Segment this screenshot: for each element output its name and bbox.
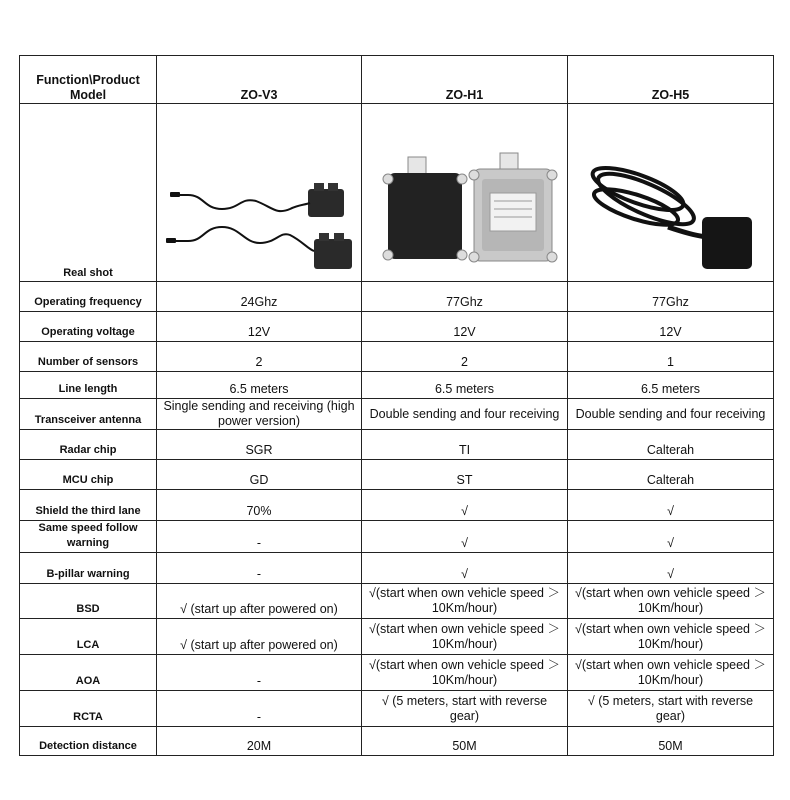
spec-value-zo-h1: Double sending and four receiving xyxy=(362,399,568,430)
spec-value-zo-h1: √ xyxy=(362,490,568,521)
spec-value-zo-v3: Single sending and receiving (high power version) xyxy=(157,399,362,430)
spec-row xyxy=(20,553,774,584)
spec-value-zo-h1: √(start when own vehicle speed ＞10Km/hour) xyxy=(362,655,568,691)
spec-row-label: Line length xyxy=(20,372,157,399)
radar-module-housing-pair-image xyxy=(366,151,566,281)
spec-value-zo-h5: √ xyxy=(568,553,774,584)
spec-value-zo-h5: 12V xyxy=(568,312,774,342)
spec-value-zo-v3: 2 xyxy=(157,342,362,372)
spec-row xyxy=(20,342,774,372)
spec-row-label: AOA xyxy=(20,655,157,691)
spec-row xyxy=(20,312,774,342)
spec-row-label: Shield the third lane xyxy=(20,490,157,521)
spec-row-label: Same speed follow warning xyxy=(20,521,157,553)
spec-value-zo-h1: 6.5 meters xyxy=(362,372,568,399)
spec-row xyxy=(20,430,774,460)
spec-value-zo-v3: √ (start up after powered on) xyxy=(157,619,362,655)
spec-row xyxy=(20,399,774,430)
spec-row xyxy=(20,521,774,553)
spec-row xyxy=(20,372,774,399)
spec-value-zo-h1: √ xyxy=(362,521,568,553)
real-shot-row xyxy=(20,104,774,282)
spec-value-zo-h5: √(start when own vehicle speed ＞10Km/hour) xyxy=(568,584,774,619)
spec-comparison-table xyxy=(19,55,774,756)
spec-value-zo-h1: √(start when own vehicle speed ＞10Km/hour) xyxy=(362,584,568,619)
model-header-zo-h5: ZO-H5 xyxy=(568,56,774,104)
spec-row xyxy=(20,619,774,655)
spec-row-label: Operating frequency xyxy=(20,282,157,312)
radar-sensor-with-coiled-cable-image xyxy=(576,151,766,281)
spec-value-zo-h1: 50M xyxy=(362,727,568,756)
spec-value-zo-h5: 6.5 meters xyxy=(568,372,774,399)
spec-value-zo-v3: 20M xyxy=(157,727,362,756)
spec-row-label: Detection distance xyxy=(20,727,157,756)
spec-value-zo-v3: 70% xyxy=(157,490,362,521)
spec-value-zo-h5: 50M xyxy=(568,727,774,756)
spec-row-label: Transceiver antenna xyxy=(20,399,157,430)
spec-value-zo-h1: 77Ghz xyxy=(362,282,568,312)
real-shot-cell-zo-h1 xyxy=(362,104,568,282)
spec-value-zo-h1: √ (5 meters, start with reverse gear) xyxy=(362,691,568,727)
spec-row-label: RCTA xyxy=(20,691,157,727)
real-shot-cell-zo-h5 xyxy=(568,104,774,282)
spec-value-zo-h1: 12V xyxy=(362,312,568,342)
header-row xyxy=(20,56,774,104)
spec-value-zo-v3: √ (start up after powered on) xyxy=(157,584,362,619)
spec-value-zo-h5: √ (5 meters, start with reverse gear) xyxy=(568,691,774,727)
spec-row-label: Number of sensors xyxy=(20,342,157,372)
spec-value-zo-h1: ST xyxy=(362,460,568,490)
spec-value-zo-h5: Calterah xyxy=(568,460,774,490)
spec-row xyxy=(20,460,774,490)
real-shot-label: Real shot xyxy=(20,104,157,282)
spec-value-zo-v3: 24Ghz xyxy=(157,282,362,312)
spec-value-zo-h5: √(start when own vehicle speed ＞10Km/hour) xyxy=(568,619,774,655)
spec-value-zo-h5: √ xyxy=(568,521,774,553)
function-product-model-header: Function\Product Model xyxy=(20,56,157,104)
spec-value-zo-h1: √(start when own vehicle speed ＞10Km/hour) xyxy=(362,619,568,655)
spec-row xyxy=(20,691,774,727)
spec-value-zo-h5: 77Ghz xyxy=(568,282,774,312)
spec-value-zo-v3: - xyxy=(157,655,362,691)
spec-value-zo-h1: TI xyxy=(362,430,568,460)
spec-value-zo-v3: GD xyxy=(157,460,362,490)
spec-row xyxy=(20,727,774,756)
spec-value-zo-h5: Calterah xyxy=(568,430,774,460)
spec-row xyxy=(20,655,774,691)
spec-value-zo-v3: 12V xyxy=(157,312,362,342)
spec-row-label: Radar chip xyxy=(20,430,157,460)
spec-row-label: B-pillar warning xyxy=(20,553,157,584)
spec-row-label: LCA xyxy=(20,619,157,655)
spec-value-zo-v3: SGR xyxy=(157,430,362,460)
spec-value-zo-v3: - xyxy=(157,691,362,727)
spec-row xyxy=(20,584,774,619)
model-header-zo-v3: ZO-V3 xyxy=(157,56,362,104)
spec-row xyxy=(20,282,774,312)
radar-sensor-pair-with-cables-image xyxy=(164,171,354,281)
spec-value-zo-v3: - xyxy=(157,553,362,584)
spec-row-label: BSD xyxy=(20,584,157,619)
spec-row xyxy=(20,490,774,521)
spec-value-zo-v3: - xyxy=(157,521,362,553)
spec-value-zo-h1: 2 xyxy=(362,342,568,372)
spec-value-zo-h5: Double sending and four receiving xyxy=(568,399,774,430)
real-shot-cell-zo-v3 xyxy=(157,104,362,282)
spec-row-label: MCU chip xyxy=(20,460,157,490)
spec-value-zo-h5: √ xyxy=(568,490,774,521)
model-header-zo-h1: ZO-H1 xyxy=(362,56,568,104)
spec-value-zo-h1: √ xyxy=(362,553,568,584)
spec-value-zo-h5: √(start when own vehicle speed ＞10Km/hour) xyxy=(568,655,774,691)
spec-row-label: Operating voltage xyxy=(20,312,157,342)
spec-value-zo-v3: 6.5 meters xyxy=(157,372,362,399)
spec-value-zo-h5: 1 xyxy=(568,342,774,372)
